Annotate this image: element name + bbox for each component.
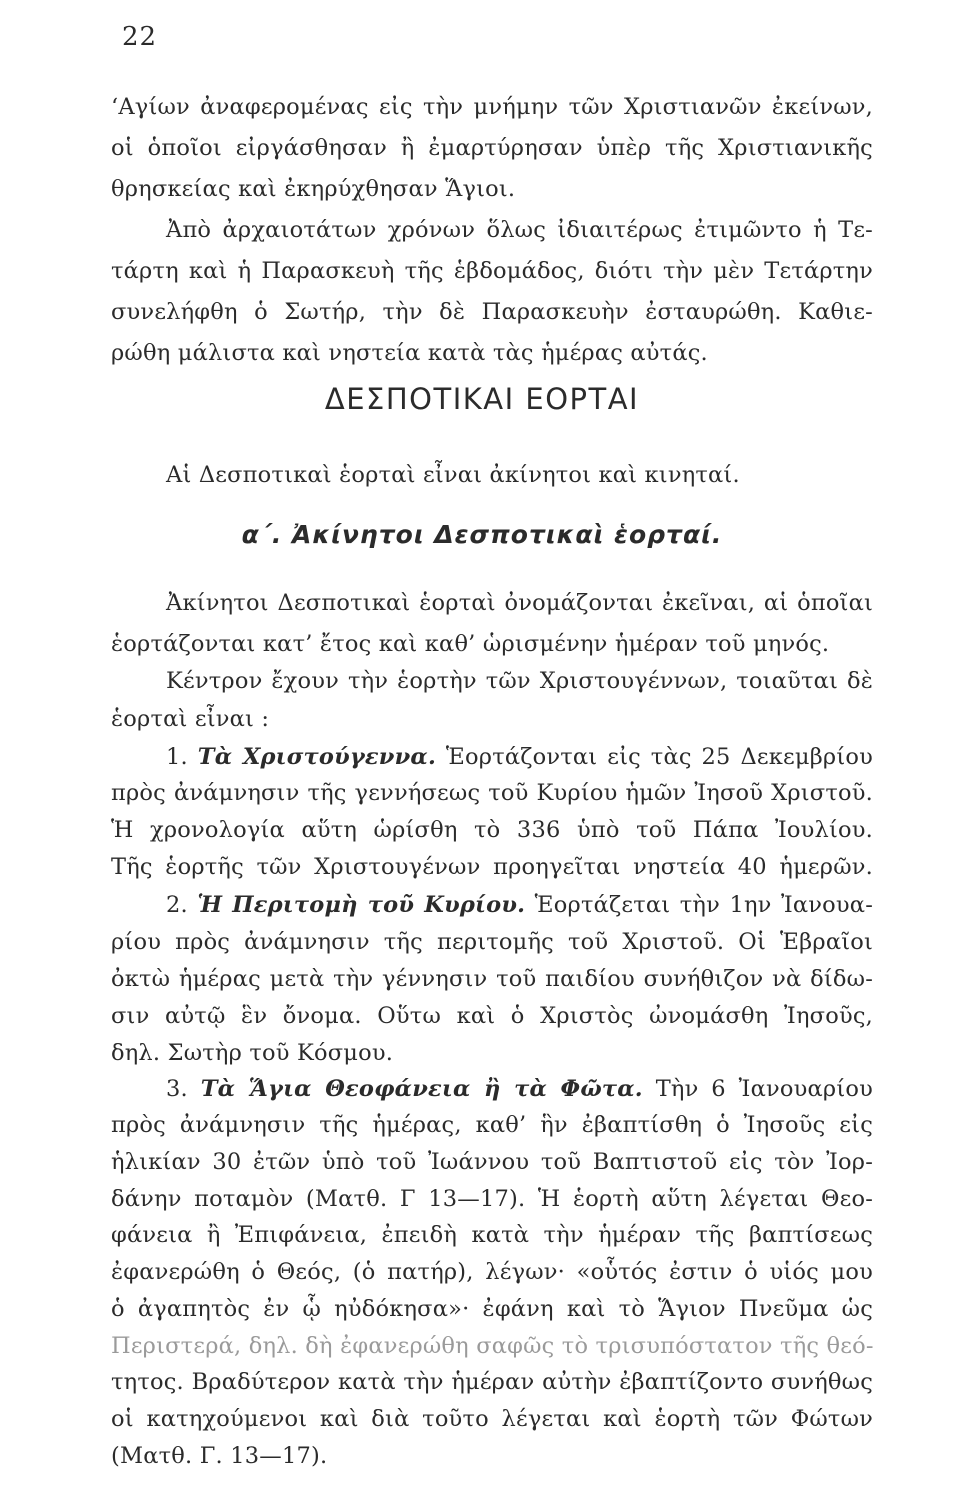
subtitle-line: Αἱ Δεσποτικαὶ ἑορταὶ εἶναι ἀκίνητοι καὶ κινηταί. [166, 462, 740, 488]
item-text: Ἑορτάζονται εἰς τὰς 25 Δεκεμβρίου [445, 744, 873, 770]
text-line: οἱ κατηχούμενοι καὶ διὰ τοῦτο λέγεται καὶ ἑορτὴ τῶν Φώτων [111, 1406, 873, 1432]
text-line: δάνην ποταμὸν (Ματθ. Γ 13—17). Ἡ ἑορτὴ αὕτη λέγεται Θεο- [111, 1186, 873, 1212]
text-line: ἐφανερώθη ὁ Θεός, (ὁ πατήρ), λέγων· «οὗτός ἐστιν ὁ υἱός μου [111, 1259, 873, 1285]
text-line: ὁ ἀγαπητὸς ἐν ᾧ ηὐδόκησα»· ἐφάνη καὶ τὸ Ἅγιον Πνεῦμα ὡς [111, 1296, 873, 1322]
subsection-heading: α΄. Ἀκίνητοι Δεσποτικαὶ ἑορταί. [241, 520, 723, 549]
list-item-first-line [166, 740, 873, 774]
text-line: πρὸς ἀνάμνησιν τῆς γεννήσεως τοῦ Κυρίου ἡμῶν Ἰησοῦ Χριστοῦ. [111, 780, 873, 806]
item-number: 1. [166, 744, 188, 770]
text-line: Ἡ χρονολογία αὕτη ὡρίσθη τὸ 336 ὑπὸ τοῦ Πάπα Ἰουλίου. [111, 817, 873, 843]
text-line: ὀκτὼ ἡμέρας μετὰ τὴν γέννησιν τοῦ παιδίου συνήθιζον νὰ δίδω- [111, 966, 873, 992]
text-line: ἡλικίαν 30 ἐτῶν ὑπὸ τοῦ Ἰωάννου τοῦ Βαπτιστοῦ εἰς τὸν Ἰορ- [111, 1149, 873, 1175]
item-number: 2. [166, 892, 188, 918]
text-line: Τῆς ἑορτῆς τῶν Χριστουγένων προηγεῖται νηστεία 40 ἡμερῶν. [111, 854, 873, 880]
section-heading: ΔΕΣΠΟΤΙΚΑΙ ΕΟΡΤΑΙ [324, 382, 640, 416]
text-line: ‘Αγίων ἀναφερομένας εἰς τὴν μνήμην τῶν Χριστιανῶν ἐκείνων, [111, 94, 873, 120]
text-line: δηλ. Σωτὴρ τοῦ Κόσμου. [111, 1040, 394, 1066]
text-line: ἑορταὶ εἶναι : [111, 706, 270, 732]
list-item-first-line [166, 888, 873, 922]
item-title: Ἡ Περιτομὴ τοῦ Κυρίου. [197, 892, 526, 918]
text-line: θρησκείας καὶ ἐκηρύχθησαν Ἅγιοι. [111, 176, 516, 202]
text-line: Κέντρον ἔχουν τὴν ἑορτὴν τῶν Χριστουγέννων, τοιαῦται δὲ [166, 668, 873, 694]
item-title: Τὰ Χριστούγεννα. [197, 744, 436, 770]
text-line: ρίου πρὸς ἀνάμνησιν τῆς περιτομῆς τοῦ Χριστοῦ. Οἱ Ἑβραῖοι [111, 929, 873, 955]
text-line: ρώθη μάλιστα καὶ νηστεία κατὰ τὰς ἡμέρας αὐτάς. [111, 340, 708, 366]
text-line: τάρτη καὶ ἡ Παρασκευὴ τῆς ἑβδομάδος, διότι τὴν μὲν Τετάρτην [111, 258, 873, 284]
text-line: πρὸς ἀνάμνησιν τῆς ἡμέρας, καθ’ ἣν ἐβαπτίσθη ὁ Ἰησοῦς εἰς [111, 1112, 873, 1138]
text-line: ἑορτάζονται κατ’ ἔτος καὶ καθ’ ὡρισμένην ἡμέραν τοῦ μηνός. [111, 631, 830, 657]
text-line: οἱ ὁποῖοι εἰργάσθησαν ἢ ἐμαρτύρησαν ὑπὲρ τῆς Χριστιανικῆς [111, 135, 873, 161]
item-number: 3. [166, 1076, 188, 1102]
text-line: Ἀπὸ ἀρχαιοτάτων χρόνων ὅλως ἰδιαιτέρως ἐτιμῶντο ἡ Τε- [166, 217, 873, 243]
item-title: Τὰ Ἅγια Θεοφάνεια ἢ τὰ Φῶτα. [200, 1076, 643, 1102]
page-number: 22 [122, 22, 158, 52]
list-item-first-line [166, 1072, 873, 1106]
item-text: Ἑορτάζεται τὴν 1ην Ἰανουα- [534, 892, 873, 918]
text-line: (Ματθ. Γ. 13—17). [111, 1443, 328, 1469]
text-line: συνελήφθη ὁ Σωτήρ, τὴν δὲ Παρασκευὴν ἐσταυρώθη. Καθιε- [111, 299, 873, 325]
text-line: φάνεια ἢ Ἐπιφάνεια, ἐπειδὴ κατὰ τὴν ἡμέραν τῆς βαπτίσεως [111, 1222, 873, 1248]
text-line: τητος. Βραδύτερον κατὰ τὴν ἡμέραν αὐτὴν ἐβαπτίζοντο συνήθως [111, 1369, 873, 1395]
item-text: Τὴν 6 Ἰανουαρίου [655, 1076, 873, 1102]
text-line: σιν αὐτῷ ἓν ὄνομα. Οὕτω καὶ ὁ Χριστὸς ὠνομάσθη Ἰησοῦς, [111, 1003, 873, 1029]
text-line: Ἀκίνητοι Δεσποτικαὶ ἑορταὶ ὀνομάζονται ἐκεῖναι, αἱ ὁποῖαι [166, 590, 873, 616]
text-line-faded: Περιστερά, δηλ. δὴ ἐφανερώθη σαφῶς τὸ τρισυπόστατον τῆς θεό- [111, 1333, 874, 1359]
